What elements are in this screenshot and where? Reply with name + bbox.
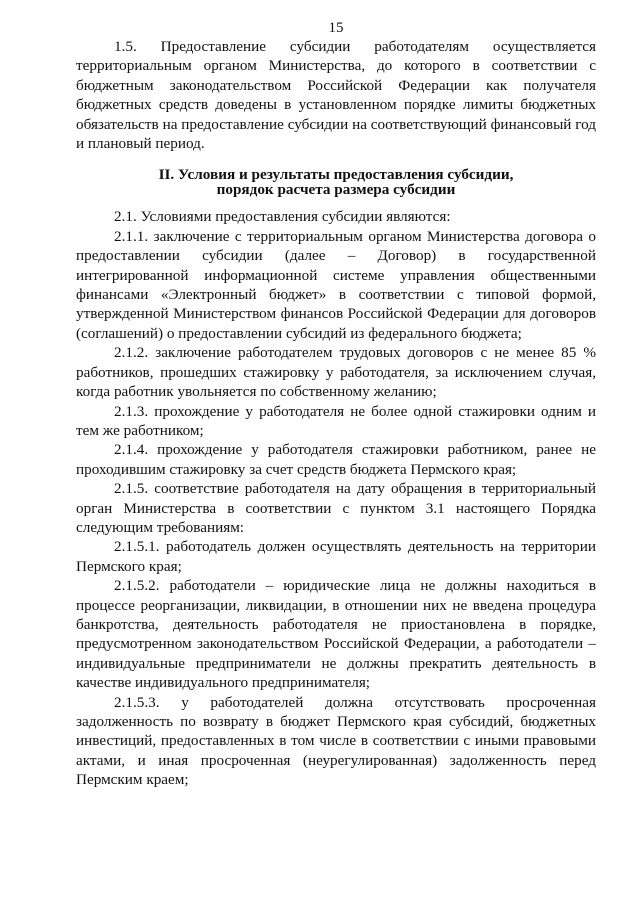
paragraph-2-1-4: 2.1.4. прохождение у работодателя стажировки работником, ранее не проходившим стажировку за счет средств бюджета Пермского края; <box>76 441 596 478</box>
paragraph-2-1-5-1: 2.1.5.1. работодатель должен осуществлять деятельность на территории Пермского края; <box>76 538 596 575</box>
paragraph-2-1-3: 2.1.3. прохождение у работодателя не более одной стажировки одним и тем же работником; <box>76 402 596 439</box>
paragraph-1-5: 1.5. Предоставление субсидии работодателям осуществляется территориальным органом Министерства, до которого в соответствии с бюджетным законодательством Российской Федерации как получателя бюджетных средств доведены в установленном порядке лимиты бюджетных обязательств на предоставление субсидии на соответствующий финансовый год и плановый период. <box>76 38 596 153</box>
page-number: 15 <box>328 20 344 36</box>
section-title-line-1: II. Условия и результаты предоставления субсидии, <box>158 166 514 184</box>
paragraph-2-1-5-2: 2.1.5.2. работодатели – юридические лица не должны находиться в процессе реорганизации, ликвидации, в отношении них не введена процедура банкротства, деятельность работодателя не приостановлена в порядке, предусмотренном законодательством Российской Федерации, а работодатели – индивидуальные предприниматели не должны прекратить деятельность в качестве индивидуального предпринимателя; <box>76 577 596 692</box>
paragraph-2-1-5-3: 2.1.5.3. у работодателей должна отсутствовать просроченная задолженность по возврату в бюджет Пермского края субсидий, бюджетных инвестиций, предоставленных в том числе в соответствии с иными правовыми актами, и иная просроченная (неурегулированная) задолженность перед Пермским краем; <box>76 693 596 789</box>
section-title <box>76 167 596 197</box>
paragraph-2-1-2: 2.1.2. заключение работодателем трудовых договоров с не менее 85 % работников, прошедших стажировку у работодателя, за исключением случая, когда работник увольняется по собственному желанию; <box>76 344 596 401</box>
paragraph-2-1-5: 2.1.5. соответствие работодателя на дату обращения в территориальный орган Министерства в соответствии с пунктом 3.1 настоящего Порядка следующим требованиям: <box>76 480 596 536</box>
paragraph-2-1-1: 2.1.1. заключение с территориальным органом Министерства договора о предоставлении субсидии (далее – Договор) в государственной интегрированной информационной системе управления общественными финансами «Электронный бюджет» в соответствии с типовой формой, утвержденной Министерством финансов Российской Федерации для договоров (соглашений) о предоставлении субсидий из федерального бюджета; <box>76 227 596 342</box>
section-title-line-2: порядок расчета размера субсидии <box>216 181 456 199</box>
paragraph-2-1: 2.1. Условиями предоставления субсидии являются: <box>114 208 451 226</box>
